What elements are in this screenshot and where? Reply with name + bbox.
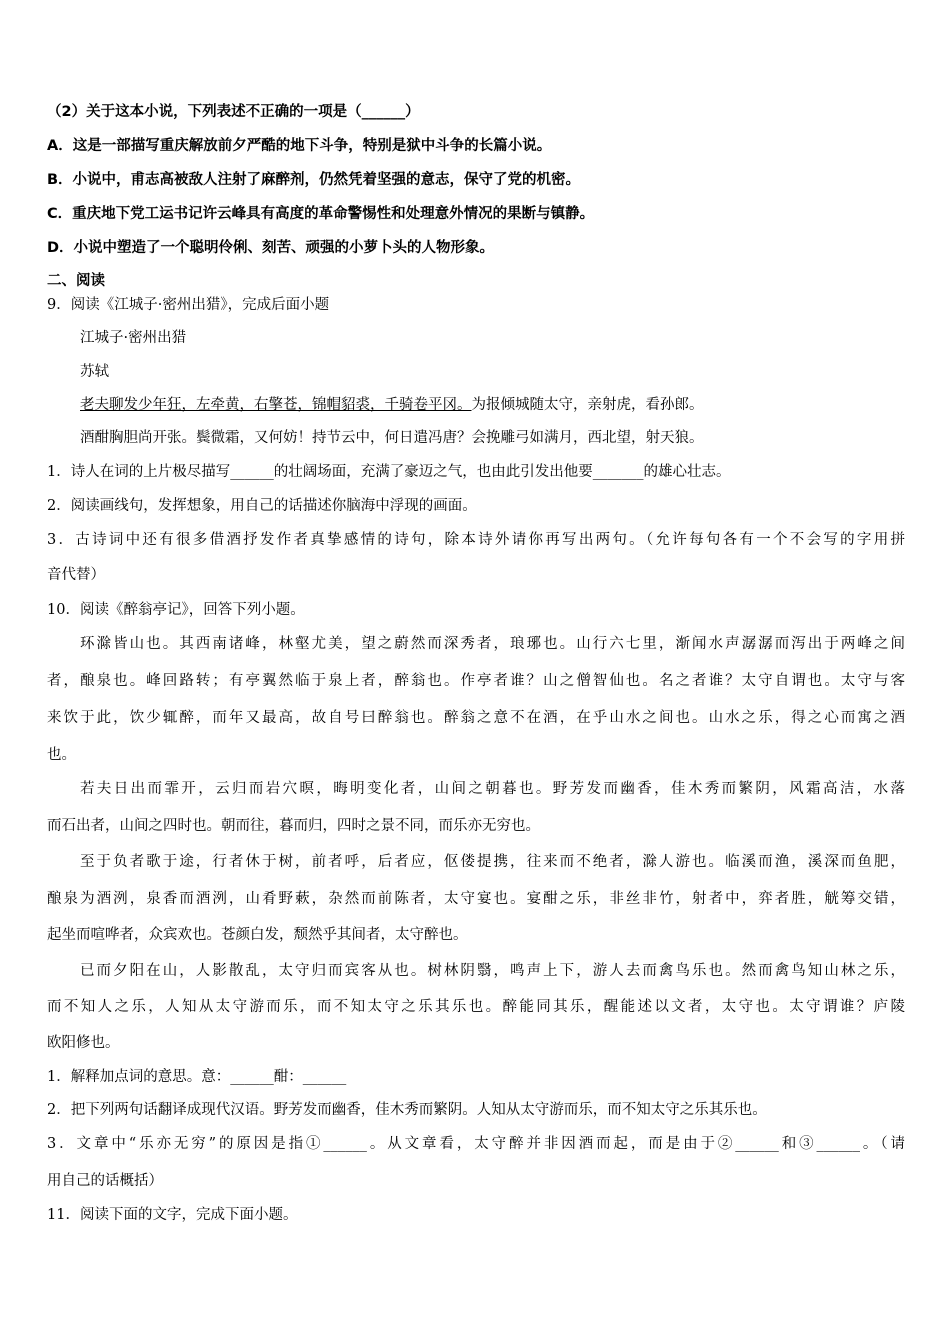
q8-2-option-a: A．这是一部描写重庆解放前夕严酷的地下斗争，特别是狱中斗争的长篇小说。 (47, 138, 552, 154)
q8-2-option-d: D．小说中塑造了一个聪明伶俐、刻苦、顽强的小萝卜头的人物形象。 (47, 240, 495, 256)
essay-p1-l4: 也。 (47, 747, 76, 763)
q9-sub3-line1: 3．古诗词中还有很多借酒抒发作者真挚感情的诗句，除本诗外请你再写出两句。（允许每句各有一个不会写的字用拼 (47, 532, 905, 548)
section-title: 二、阅读 (47, 273, 105, 289)
q8-2-option-b: B．小说中，甫志高被敌人注射了麻醉剂，仍然凭着坚强的意志，保守了党的机密。 (47, 172, 581, 188)
q9-sub3-line2: 音代替） (47, 567, 105, 583)
q10-sub1: 1．解释加点词的意思。意：______酣：______ (47, 1069, 347, 1085)
essay-p4-l1: 已而夕阳在山，人影散乱，太守归而宾客从也。树林阴翳，鸣声上下，游人去而禽鸟乐也。然而禽鸟知山林之乐， (80, 963, 905, 979)
essay-p1-l3: 来饮于此，饮少辄醉，而年又最高，故自号曰醉翁也。醉翁之意不在酒，在乎山水之间也。山水之乐，得之心而寓之酒 (47, 710, 905, 726)
underlined-verse: 老夫聊发少年狂，左牵黄，右擎苍，锦帽貂裘，千骑卷平冈。 (80, 397, 472, 413)
q9-sub2: 2．阅读画线句，发挥想象，用自己的话描述你脑海中浮现的画面。 (47, 498, 477, 514)
poem-title: 江城子·密州出猎 (80, 330, 187, 346)
essay-p3-l2: 酿泉为酒洌，泉香而酒洌，山肴野蔌，杂然而前陈者，太守宴也。宴酣之乐，非丝非竹，射者中，弈者胜，觥筹交错， (47, 891, 905, 907)
essay-p3-l3: 起坐而喧哗者，众宾欢也。苍颜白发，颓然乎其间者，太守醉也。 (47, 927, 468, 943)
essay-p2-l1: 若夫日出而霏开，云归而岩穴暝，晦明变化者，山间之朝暮也。野芳发而幽香，佳木秀而繁阴，风霜高洁，水落 (80, 781, 905, 797)
essay-p2-l2: 而石出者，山间之四时也。朝而往，暮而归，四时之景不同，而乐亦无穷也。 (47, 818, 540, 834)
essay-p1-l2: 者，酿泉也。峰回路转；有亭翼然临于泉上者，醉翁也。作亭者谁？山之僧智仙也。名之者谁？太守自谓也。太守与客 (47, 673, 905, 689)
q8-2-option-c: C．重庆地下党工运书记许云峰具有高度的革命警惕性和处理意外情况的果断与镇静。 (47, 206, 595, 222)
q9-intro: 9．阅读《江城子·密州出猎》，完成后面小题 (47, 297, 330, 313)
q10-sub3-line1: 3．文章中“乐亦无穷”的原因是指①______。从文章看，太守醉并非因酒而起，而是由于②______和③______。（请 (47, 1136, 905, 1152)
essay-p3-l1: 至于负者歌于途，行者休于树，前者呼，后者应，伛偻提携，往来而不绝者，滁人游也。临溪而渔，溪深而鱼肥， (80, 854, 905, 870)
poem-line-1 (80, 395, 905, 415)
poem-line-2: 酒酣胸胆尚开张。鬓微霜，又何妨！持节云中，何日遣冯唐？会挽雕弓如满月，西北望，射天狼。 (80, 430, 704, 446)
verse-rest: 为报倾城随太守，亲射虎，看孙郎。 (471, 397, 704, 413)
q11-intro: 11．阅读下面的文字，完成下面小题。 (47, 1207, 298, 1223)
q9-sub1: 1．诗人在词的上片极尽描写______的壮阔场面，充满了豪迈之气，也由此引发出他要_______的雄心壮志。 (47, 464, 731, 480)
poem-author: 苏轼 (80, 364, 109, 380)
essay-p4-l2: 而不知人之乐，人知从太守游而乐，而不知太守之乐其乐也。醉能同其乐，醒能述以文者，太守也。太守谓谁？庐陵 (47, 999, 905, 1015)
q8-2-stem: （2）关于这本小说，下列表述不正确的一项是（______） (47, 104, 420, 120)
essay-p4-l3: 欧阳修也。 (47, 1035, 120, 1051)
q10-sub3-line2: 用自己的话概括） (47, 1173, 163, 1189)
essay-p1-l1: 环滁皆山也。其西南诸峰，林壑尤美，望之蔚然而深秀者，琅琊也。山行六七里，渐闻水声潺潺而泻出于两峰之间 (80, 636, 905, 652)
q10-intro: 10．阅读《醉翁亭记》，回答下列小题。 (47, 602, 305, 618)
q10-sub2: 2．把下列两句话翻译成现代汉语。野芳发而幽香，佳木秀而繁阴。人知从太守游而乐，而不知太守之乐其乐也。 (47, 1102, 767, 1118)
